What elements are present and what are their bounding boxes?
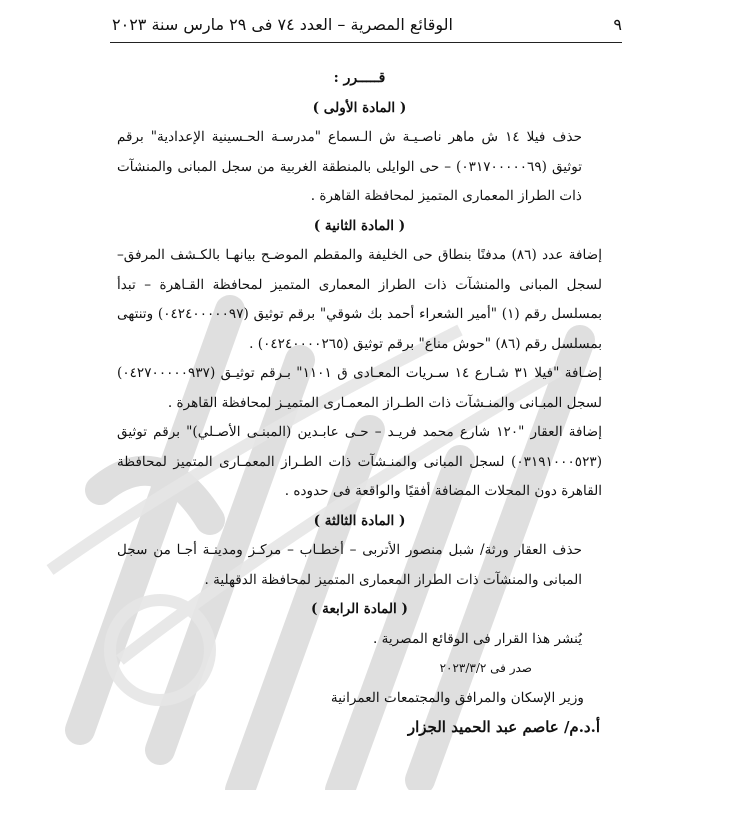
article2-paragraph-3: إضافة العقار "١٢٠ شارع محمد فريـد – حـى عابـدين (المبنـى الأصـلي)" برقم توثيق (٠٣١٩١٠٠٠٥٢٣) لسجل المبانى والمنـشآت ذات الطـراز المعمـارى المتميز لمحافظة القاهرة دون المحلات المضافة أفقيًا والواقعة فى حدوده . bbox=[117, 424, 602, 499]
header-rule bbox=[110, 42, 622, 43]
article1-heading: ( المادة الأولى ) bbox=[312, 99, 407, 116]
article4-heading: ( المادة الرابعة ) bbox=[311, 601, 408, 617]
publication-title: الوقائع المصرية – العدد ٧٤ فى ٢٩ مارس سنة ٢٠٢٣ bbox=[112, 14, 453, 34]
issue-date: صدر فى ٢٠٢٣/٣/٢ bbox=[439, 661, 532, 675]
decision-heading: قـــــرر : bbox=[333, 70, 386, 86]
article4-text: يُنشر هذا القرار فى الوقائع المصرية . bbox=[372, 630, 582, 647]
minister-name: أ.د.م/ عاصم عبد الحميد الجزار bbox=[407, 718, 600, 736]
minister-title: وزير الإسكان والمرافق والمجتمعات العمرانية bbox=[330, 689, 584, 706]
article2-paragraph-1: إضافة عدد (٨٦) مدفنًا بنطاق حى الخليفة والمقطم الموضـح بيانهـا بالكـشف المرفق– لسجل المبانى والمنشآت ذات الطراز المعمارى المتميز لمحافظة القـاهرة – تبدأ بمسلسل رقم (١) "أمير الشعراء أحمد بك شوقي" برقم توثيق (٠٤٢٤٠٠٠٠٠٩٧) وتنتهى بمسلسل رقم (٨٦) "حوش مناع" برقم توثيق (٠٤٢٤٠٠٠٠٢٦٥) . bbox=[117, 247, 603, 352]
page-number: ٩ bbox=[613, 14, 622, 34]
article2-paragraph-2: إضـافة "فيلا ٣١ شـارع ١٤ سـريات المعـادى ق ١١٠١" بـرقم توثيـق (٠٤٢٧٠٠٠٠٠٩٣٧) لسجل المبـانى والمنـشآت ذات الطـراز المعمـارى المتميـز لمحافظة القاهرة . bbox=[117, 365, 602, 411]
article2-heading: ( المادة الثانية ) bbox=[313, 217, 406, 234]
page-header bbox=[112, 8, 622, 40]
article3-text: حذف العقار ورثة/ شبل منصور الأتربى – أخطـاب – مركـز ومدينـة أجـا من سجل المبانى والمنشآت ذات الطراز المعمارى المتميز لمحافظة الدقهلية . bbox=[117, 542, 582, 588]
decree-body bbox=[117, 64, 602, 743]
article1-text: حذف فيلا ١٤ ش ماهر ناصـيـة ش الـسماع "مدرسـة الحـسينية الإعدادية" برقم توثيق (٠٣١٧٠٠٠٠٠٦٩) – حى الوايلى بالمنطقة الغربية من سجل المبانى والمنشآت ذات الطراز المعمارى المتميز لمحافظة القاهرة . bbox=[117, 129, 582, 204]
article3-heading: ( المادة الثالثة ) bbox=[313, 512, 406, 529]
